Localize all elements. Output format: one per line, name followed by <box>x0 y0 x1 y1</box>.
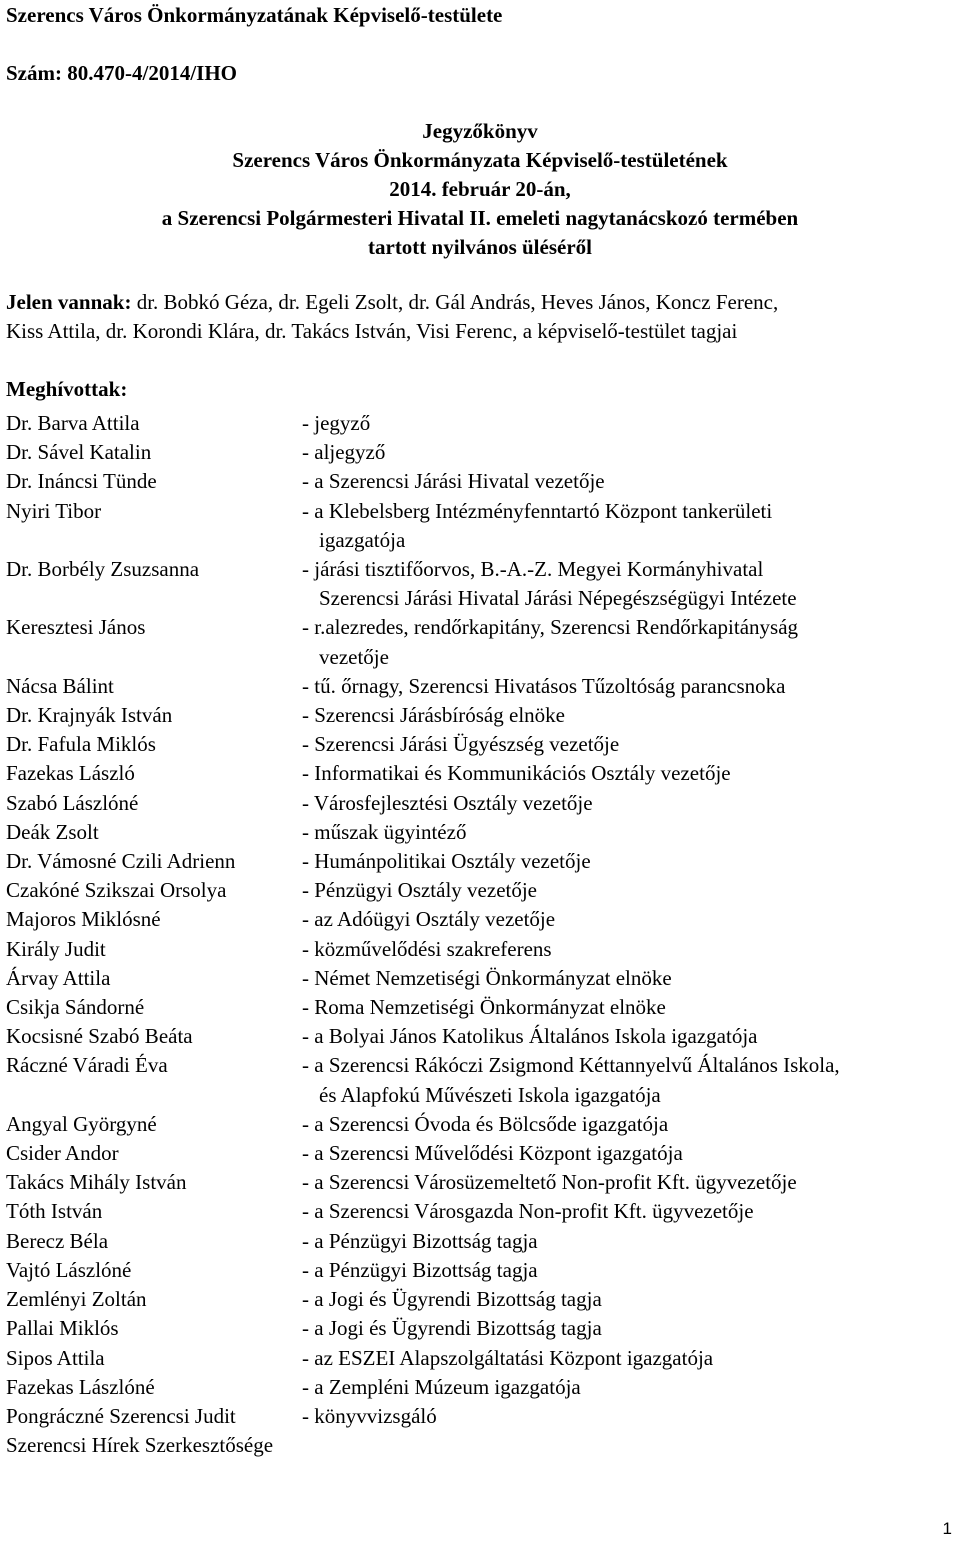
invitee-name: Angyal Györgyné <box>6 1111 157 1136</box>
invitee-role-text: - aljegyző <box>302 440 386 465</box>
invitee-row <box>6 409 956 438</box>
invitee-name: Nyiri Tibor <box>6 498 102 523</box>
invitee-role-continuation: igazgatója <box>319 527 406 552</box>
invitee-row <box>6 1197 956 1226</box>
invitee-role-text: - közművelődési szakreferens <box>302 936 552 961</box>
invitee-name: Király Judit <box>6 936 106 961</box>
invitee-role <box>302 818 956 847</box>
invitee-list <box>6 409 956 1460</box>
invitee-role-text: - a Jogi és Ügyrendi Bizottság tagja <box>302 1287 602 1312</box>
invitee-row <box>6 789 956 818</box>
invitee-role <box>302 1373 956 1402</box>
invitee-name: Kocsisné Szabó Beáta <box>6 1024 193 1049</box>
present-label: Jelen vannak: <box>6 290 132 314</box>
present-members <box>6 288 956 346</box>
invitee-name: Berecz Béla <box>6 1228 109 1253</box>
invitee-role-text: - műszak ügyintéző <box>302 819 467 844</box>
invitee-role <box>302 1285 956 1314</box>
invitee-name: Fazekas László <box>6 761 135 786</box>
invitee-last-line: Szerencsi Hírek Szerkesztősége <box>6 1433 274 1458</box>
invitee-role <box>302 730 956 759</box>
invitee-role <box>302 497 956 555</box>
invitee-row <box>6 905 956 934</box>
invitee-name: Czakóné Szikszai Orsolya <box>6 878 227 903</box>
invitee-role <box>302 1022 956 1051</box>
invitee-role-text: - az ESZEI Alapszolgáltatási Központ igazgatója <box>302 1345 714 1370</box>
invitee-name: Csider Andor <box>6 1141 119 1166</box>
invitee-name: Szabó Lászlóné <box>6 790 139 815</box>
invitee-role <box>302 672 956 701</box>
invited-label: Meghívottak: <box>6 377 128 401</box>
title-line-4: a Szerencsi Polgármesteri Hivatal II. emeleti nagytanácskozó termében <box>161 206 799 230</box>
invitee-name: Deák Zsolt <box>6 819 99 844</box>
invitee-role-continuation: vezetője <box>319 644 389 669</box>
invitee-name: Vajtó Lászlóné <box>6 1257 132 1282</box>
invitee-row <box>6 759 956 788</box>
invitee-role <box>302 876 956 905</box>
invitee-role <box>302 1168 956 1197</box>
invitee-role-text: - r.alezredes, rendőrkapitány, Szerencsi Rendőrkapitányság <box>302 615 799 640</box>
invitee-row <box>6 613 956 671</box>
invitee-role <box>302 964 956 993</box>
invitee-role <box>302 1110 956 1139</box>
invitee-row <box>6 993 956 1022</box>
invitee-row <box>6 876 956 905</box>
invitee-role-text: - a Szerencsi Városgazda Non-profit Kft. ügyvezetője <box>302 1199 754 1224</box>
invitee-role <box>302 1139 956 1168</box>
invitee-name: Dr. Ináncsi Tünde <box>6 469 157 494</box>
invitee-row <box>6 1168 956 1197</box>
invitee-row <box>6 555 956 613</box>
invitee-role <box>302 613 956 671</box>
invitee-role <box>302 1051 956 1109</box>
invitee-row <box>6 1051 956 1109</box>
page-number: 1 <box>942 1519 952 1538</box>
invitee-role <box>302 555 956 613</box>
invitee-row <box>6 935 956 964</box>
invitee-row <box>6 730 956 759</box>
invitee-role-text: - Pénzügyi Osztály vezetője <box>302 878 537 903</box>
invitee-role <box>302 993 956 1022</box>
invitee-name: Dr. Borbély Zsuzsanna <box>6 557 200 582</box>
invitee-name: Dr. Vámosné Czili Adrienn <box>6 849 236 874</box>
invitee-name: Takács Mihály István <box>6 1170 187 1195</box>
invitee-name: Árvay Attila <box>6 965 111 990</box>
invitee-role-text: - járási tisztifőorvos, B.-A.-Z. Megyei Kormányhivatal <box>302 557 764 582</box>
invitee-role-text: - az Adóügyi Osztály vezetője <box>302 907 556 932</box>
invitee-name: Majoros Miklósné <box>6 907 161 932</box>
invitee-role-text: - a Szerencsi Járási Hivatal vezetője <box>302 469 605 494</box>
invitee-role <box>302 438 956 467</box>
invitee-role <box>302 1227 956 1256</box>
invitee-name: Csikja Sándorné <box>6 995 145 1020</box>
invitee-role-text: - a Bolyai János Katolikus Általános Iskola igazgatója <box>302 1024 758 1049</box>
invitee-role <box>302 1314 956 1343</box>
invitee-role-text: - Humánpolitikai Osztály vezetője <box>302 849 591 874</box>
invitee-row <box>6 847 956 876</box>
invitee-role <box>302 935 956 964</box>
invitee-name: Dr. Krajnyák István <box>6 703 173 728</box>
document-number: Szám: 80.470-4/2014/IHO <box>6 61 237 85</box>
invitee-row <box>6 1314 956 1343</box>
invitee-row <box>6 1285 956 1314</box>
invitee-name: Sipos Attila <box>6 1345 105 1370</box>
invitee-role <box>302 1256 956 1285</box>
invitee-row <box>6 1402 956 1431</box>
present-line-2: Kiss Attila, dr. Korondi Klára, dr. Takács István, Visi Ferenc, a képviselő-testület tagjai <box>6 319 738 343</box>
invitee-role <box>302 759 956 788</box>
invitee-role-text: - Informatikai és Kommunikációs Osztály vezetője <box>302 761 731 786</box>
invitee-role-continuation: és Alapfokú Művészeti Iskola igazgatója <box>319 1082 661 1107</box>
invitee-role <box>302 409 956 438</box>
invitee-role-text: - Városfejlesztési Osztály vezetője <box>302 790 593 815</box>
invitee-role-text: - a Szerencsi Óvoda és Bölcsőde igazgatója <box>302 1111 669 1136</box>
invitee-role-text: - a Pénzügyi Bizottság tagja <box>302 1257 538 1282</box>
invitee-role-text: - a Szerencsi Művelődési Központ igazgatója <box>302 1141 683 1166</box>
invitee-name: Tóth István <box>6 1199 103 1224</box>
invitee-role-text: - a Pénzügyi Bizottság tagja <box>302 1228 538 1253</box>
invitee-name: Keresztesi János <box>6 615 146 640</box>
invitee-role <box>302 905 956 934</box>
invitee-role <box>302 847 956 876</box>
title-line-3: 2014. február 20-án, <box>389 177 571 201</box>
invitee-role-text: - a Szerencsi Városüzemeltető Non-profit Kft. ügyvezetője <box>302 1170 797 1195</box>
invitee-row <box>6 672 956 701</box>
invitee-role-text: - Roma Nemzetiségi Önkormányzat elnöke <box>302 995 666 1020</box>
invitee-row <box>6 818 956 847</box>
invitee-role <box>302 701 956 730</box>
invitee-row <box>6 1256 956 1285</box>
invitee-role-text: - jegyző <box>302 411 371 435</box>
invitee-name: Dr. Barva Attila <box>6 411 140 435</box>
invitee-name: Fazekas Lászlóné <box>6 1374 155 1399</box>
title-line-1: Jegyzőkönyv <box>422 119 538 143</box>
invitee-row <box>6 1373 956 1402</box>
invitee-row <box>6 701 956 730</box>
invitee-role-text: - a Jogi és Ügyrendi Bizottság tagja <box>302 1316 602 1341</box>
invitee-role <box>302 1344 956 1373</box>
invitee-name: Pongráczné Szerencsi Judit <box>6 1403 236 1428</box>
invitee-name: Dr. Fafula Miklós <box>6 732 156 757</box>
invitee-role-continuation: Szerencsi Járási Hivatal Járási Népegészségügyi Intézete <box>319 586 797 611</box>
invitee-row <box>6 497 956 555</box>
invitee-row <box>6 438 956 467</box>
invitee-role-text: - a Szerencsi Rákóczi Zsigmond Kéttannyelvű Általános Iskola, <box>302 1053 840 1078</box>
invitee-role-text: - Szerencsi Járási Ügyészség vezetője <box>302 732 620 757</box>
invitee-row <box>6 964 956 993</box>
invitee-row <box>6 1139 956 1168</box>
invitee-role-text: - tű. őrnagy, Szerencsi Hivatásos Tűzoltóság parancsnoka <box>302 673 786 698</box>
title-block <box>0 117 960 262</box>
invitee-role-text: - Német Nemzetiségi Önkormányzat elnöke <box>302 965 672 990</box>
invitee-row <box>6 1344 956 1373</box>
title-line-5: tartott nyilvános üléséről <box>368 235 592 259</box>
invitee-role <box>302 467 956 496</box>
invitee-name: Ráczné Váradi Éva <box>6 1053 168 1078</box>
invitee-name: Dr. Sável Katalin <box>6 440 152 465</box>
invitee-role-text: - könyvvizsgáló <box>302 1403 437 1428</box>
invitee-role-text: - Szerencsi Járásbíróság elnöke <box>302 703 565 728</box>
invitee-name: Zemlényi Zoltán <box>6 1287 147 1312</box>
invitee-row <box>6 1227 956 1256</box>
invitee-role-text: - a Klebelsberg Intézményfenntartó Központ tankerületi <box>302 498 773 523</box>
invitee-role-text: - a Zempléni Múzeum igazgatója <box>302 1374 581 1399</box>
invitee-name: Nácsa Bálint <box>6 673 114 698</box>
invitee-name: Pallai Miklós <box>6 1316 119 1341</box>
council-heading: Szerencs Város Önkormányzatának Képviselő-testülete <box>6 3 503 27</box>
invitee-role <box>302 789 956 818</box>
invitee-role <box>302 1402 956 1431</box>
invitee-row <box>6 1022 956 1051</box>
invitee-row <box>6 467 956 496</box>
present-line-1: dr. Bobkó Géza, dr. Egeli Zsolt, dr. Gál András, Heves János, Koncz Ferenc, <box>131 290 779 314</box>
invitee-role <box>302 1197 956 1226</box>
invitee-row <box>6 1110 956 1139</box>
title-line-2: Szerencs Város Önkormányzata Képviselő-testületének <box>232 148 728 172</box>
